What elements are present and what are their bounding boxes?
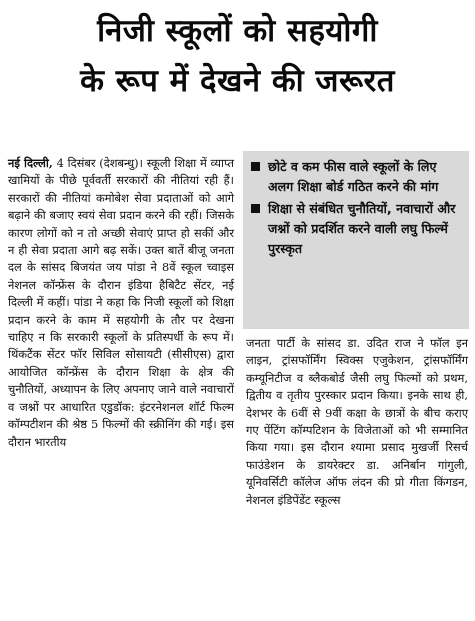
article-paragraph	[8, 155, 234, 451]
headline-line-2: के रूप में देखने की जरूरत	[80, 63, 395, 99]
date-text: 4 दिसंबर (देशबन्धु)।	[52, 156, 143, 170]
article-body-right: जनता पार्टी के सांसद डा. उदित राज ने फॉल इन लाइन, ट्रांसफॉर्मिंग स्विक्स एजुकेशन, ट्रांसफॉर्मिंग कम्यूनिटीज व ब्लैकबोर्ड जैसी लघु फिल्मों को प्रथम, द्वितीय व तृतीय पुरस्कार प्रदान किया। इनके साथ ही, देशभर के 6वीं से 9वीं कक्षा के छात्रों के बीच कराए गए पेंटिंग कॉम्पटिशन के विजेताओं को भी सम्मानित किया गया। इस दौरान श्यामा प्रसाद मुखर्जी रिसर्च फाउंडेशन के डायरेक्टर डा. अनिर्बान गांगुली, यूनिवर्सिटी कॉलेज ऑफ लंदन की प्रो गीता किंगडन, नेशनल इंडिपेंडेंट स्कूल्स	[246, 336, 468, 507]
highlights-box	[243, 151, 469, 329]
highlight-text: शिक्षा से संबंधित चुनौतियों, नवाचारों और जश्नों को प्रदर्शित करने वाली लघु फिल्में पुरस्कृत	[268, 201, 456, 256]
article-paragraph	[246, 335, 468, 509]
article-column-right	[246, 335, 468, 509]
article-column-left	[8, 155, 234, 451]
dateline: नई दिल्ली,	[8, 156, 53, 170]
highlight-item	[251, 199, 461, 259]
headline-line-1: निजी स्कूलों को सहयोगी	[97, 13, 378, 49]
highlight-item	[251, 157, 461, 197]
square-bullet-icon	[251, 162, 260, 171]
headline	[6, 6, 469, 106]
highlight-text: छोटे व कम फीस वाले स्कूलों के लिए अलग शिक्षा बोर्ड गठित करने की मांग	[268, 159, 439, 194]
article-body-left: स्कूली शिक्षा में व्याप्त खामियों के पीछे पूर्ववर्ती सरकारों की नीतियां रही हैं। सरकारों की नीतियां कमोबेश सेवा प्रदाताओं को आगे बढ़ाने की बजाए स्वयं सेवा प्रदान करने की रहीं। जिसके कारण लोगों को न तो अच्छी सेवाएं प्राप्त हो सकीं और न ही सेवा प्रदाता आगे बढ़ सकें। उक्त बातें बीजू जनता दल के सांसद बिजयंत जय पांडा ने 8वें स्कूल च्वाइस नेशनल कॉन्फ्रेंस के दौरान इंडिया हैबिटैट सेंटर, नई दिल्ली में कहीं। पांडा ने कहा कि निजी स्कूलों को शिक्षा प्रदान करने के काम में सहयोगी के तौर पर देखना चाहिए न कि सरकारी स्कूलों के प्रतिस्पर्धी के रूप में। थिंकटैंक सेंटर फॉर सिविल सोसायटी (सीसीएस) द्वारा आयोजित कॉन्फ्रेंस के दौरान शिक्षा के क्षेत्र की चुनौतियों, अध्यापन के लिए अपनाए जाने वाले नवाचारों व जश्नों पर आधारित एडुडॉक: इंटरनेशनल शॉर्ट फिल्म कॉम्पटीशन की श्रेष्ठ 5 फिल्मों की स्क्रीनिंग की गई। इस दौरान भारतीय	[8, 156, 235, 449]
square-bullet-icon	[251, 204, 260, 213]
